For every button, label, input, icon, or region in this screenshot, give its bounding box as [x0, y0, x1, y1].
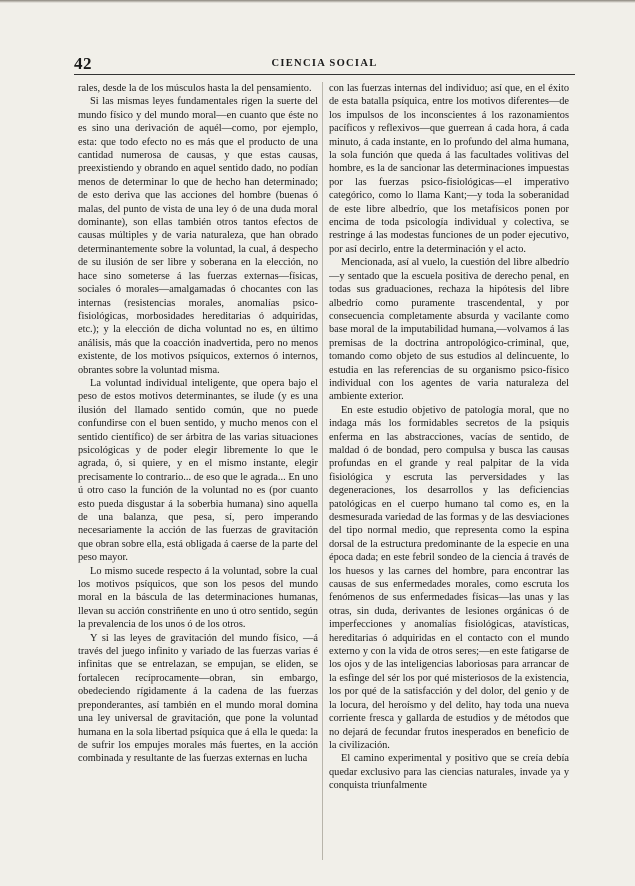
paragraph: Si las mismas leyes fundamentales rigen la suerte del mundo físico y del mundo moral—en cuanto que éste no es sino una derivación de aquél—como, por ejemplo, esta: que todo efecto no es más que el producto de una cantidad numerosa de causas, y que estas causas, preexistiendo y obrando en aquel sentido dado, no podían menos de determinar lo que de hecho han determinado; de esto deriva que las acciones del hombre (buenas ó malas, del punto de vista de una ley ó de una duda moral dominante), son ellas también otros tantos efectos de causas múltiples y de varia naturaleza, que han obrado determinantemente sobre la voluntad, la cual, á despecho de su ilusión de ser libre y soberana en la elección, no hace sino someterse á las fuerzas externas—físicas, sociales ó morales—amalgamadas ó chocantes con las internas (resistencias morales, anomalías psico-fisiológicas, morbosidades hereditarias ó adquiridas, etc.); y la elección de dicha voluntad no es, en último análisis, más que la coacción inadvertida, pero no menos existente, de los motivos psíquicos, externos ó internos, obrantes sobre la voluntad misma. [78, 96, 318, 376]
page-number: 42 [74, 54, 92, 73]
paragraph: El camino experimental y positivo que se creía debía quedar exclusivo para las ciencias naturales, invade ya y conquista triunfalmente [329, 753, 569, 792]
column-divider [322, 82, 323, 860]
paragraph: En este estudio objetivo de patología moral, que no indaga más los formidables secretos de la psiquis enferma en las abstracciones, vacías de sentido, de maldad ó de bondad, pero compulsa y busca las causas profundas en el grande y real palpitar de la vida fisiológica y escruta las perversidades y las degeneraciones, los desarrollos y las deficiencias patológicas en el cuerpo humano tal como es, en la desmesurada variedad de las formas y de las desviaciones del tipo normal medio, que representa como la espina dorsal de la estructura predominante de la especie en una época dada; en este febril sondeo de la ciencia á través de los huesos y las carnes del hombre, para encontrar las causas de sus enfermedades morales, como escruta los fenómenos de sus enfermedades físicas—las unas y las otras, sin duda, derivantes de lesiones orgánicas ó de imperfecciones y anomalías fisiológicas, atavísticas, hereditarias ó adquiridas en el contacto con el mundo externo y con la vida de otros seres;—en este fatigarse de los ojos y de las inteligencias laboriosas para arrancar de la esfinge del sér los por qué misteriosos de la existencia, los por qué de la satisfacción y del dolor, del genio y de la locura, del heroísmo y del delito, hay toda una nueva corriente fresca y gallarda de estudios y de métodos que no dejará de fecundar frutos inesperados en beneficio de la civilización. [329, 404, 569, 751]
paragraph: La voluntad individual inteligente, que opera bajo el peso de estos motivos determinantes, se ilude (y es una ilusión del llamado sentido común, que no puede confundirse con el buen sentido, y mucho menos con el sentido científico) de ser árbitra de las varias situaciones psicológicas y de poder elegir libremente lo que le agrada, ó, si quiere, y en el mismo instante, elegir precisamente lo contrario... de eso que le agrada... En uno ú otro caso la función de la voluntad no es (por cuanto esto pueda disgustar á la soberbia humana) sino aquella de una balanza, que pesa, sí, pero imperando necesariamente la acción de las fuerzas de gravitación que obran sobre ella, está obligada á caerse de la parte del peso mayor. [78, 377, 318, 564]
page-header [74, 56, 575, 75]
left-column [78, 82, 318, 862]
right-column [329, 82, 569, 862]
paragraph: Lo mismo sucede respecto á la voluntad, sobre la cual los motivos psíquicos, que son los pesos del mundo moral en la báscula de las determinaciones humanas, llevan su acción constriñente en uno ú otro sentido, según la prevalencia de los unos ó de los otros. [78, 565, 318, 631]
page-edge [0, 0, 635, 3]
running-title: CIENCIA SOCIAL [271, 58, 378, 69]
paragraph: con las fuerzas internas del individuo; así que, en el éxito de esta batalla psíquica, entre los motivos diferentes—de los impulsos de los inconscientes á los razonamientos pacíficos y reflexivos—que guerrean á cada hora, á cada minuto, á cada instante, en lo profundo del alma humana, la sola función que queda á las facultades volitivas del hombre, es la de sancionar las determinaciones impuestas por las fuerzas psico-fisiológicas—el imperativo categórico, como lo llama Kant;—y toda la soberanidad de este libre albedrío, que los metafísicos ponen por encima de toda psicología individual y colectiva, se restringe á las modestas funciones de un poder ejecutivo, por así decirlo, entre la determinación y el acto. [329, 83, 569, 255]
paragraph: rales, desde la de los músculos hasta la del pensamiento. [78, 83, 312, 94]
paragraph: Mencionada, así al vuelo, la cuestión del libre albedrío—y sentado que la escuela positiva de derecho penal, en todas sus graduaciones, rechaza la hipótesis del libre albedrío como puramente trascendental, y por consecuencia completamente absurda y vacilante como base moral de la imputabilidad humana,—volvamos á las premisas de la doctrina antropológico-criminal, que, tomando como objeto de sus estudios al delincuente, lo estudia en las referencias de su organismo psico-físico individual con los agentes de varia naturaleza del ambiente exterior. [329, 257, 569, 403]
paragraph: Y si las leyes de gravitación del mundo físico, —á través del juego infinito y variado de las fuerzas varias é infinitas que se entrelazan, se empujan, se eliden, se fortalecen recíprocamente—obran, sin embargo, obedeciendo rígidamente á la cadena de las fuerzas preponderantes, así también en el mundo moral domina una ley universal de gravitación, que pone la voluntad humana en la sola libertad psíquica que á ella le queda: la de sufrir los empujes morales más fuertes, en la acción combinada y resultante de las fuerzas externas en lucha [78, 632, 318, 765]
